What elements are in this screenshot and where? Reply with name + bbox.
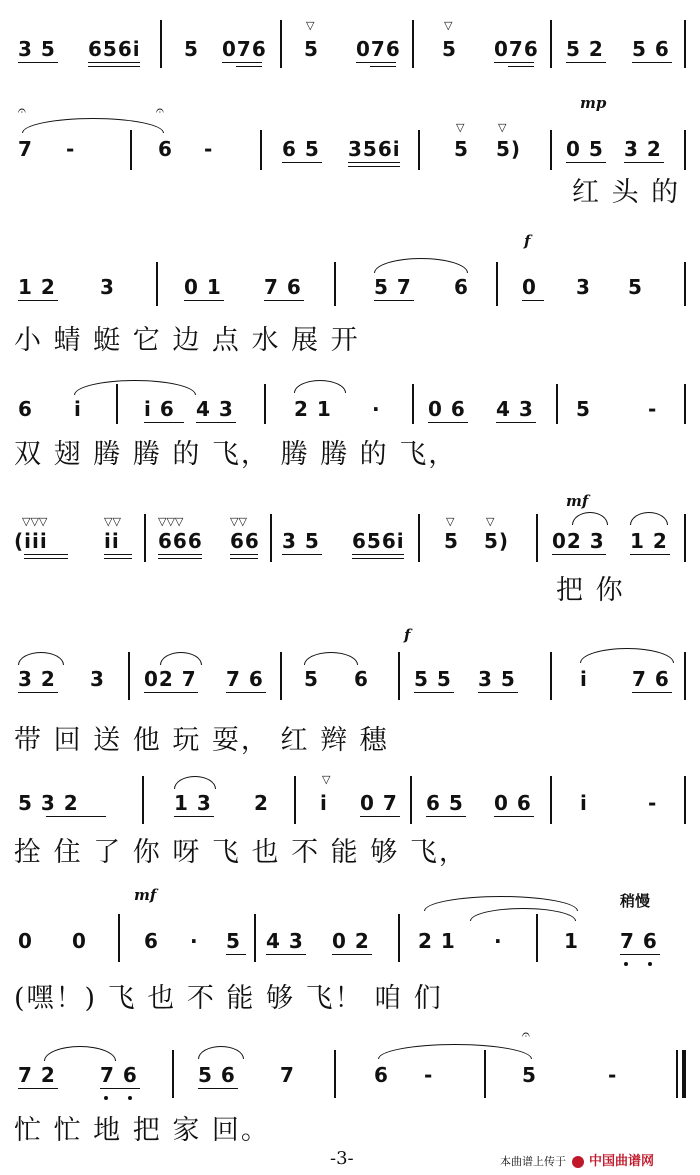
footer-site: 中国曲谱网 bbox=[589, 1154, 655, 1169]
dynamic-marking: mf bbox=[134, 886, 157, 904]
page-number: -3- bbox=[330, 1148, 354, 1169]
lyrics-line: 把 你 bbox=[556, 575, 625, 606]
logo-icon bbox=[572, 1156, 584, 1168]
dynamic-marking: f bbox=[524, 232, 531, 250]
footer-credit bbox=[500, 1150, 654, 1169]
dynamic-marking: mf bbox=[566, 492, 589, 510]
dynamic-marking: mp bbox=[580, 94, 607, 112]
lyrics-line: (嘿！) 飞 也 不 能 够 飞！ 咱 们 bbox=[14, 983, 443, 1014]
footer-prefix: 本曲谱上传于 bbox=[500, 1155, 566, 1168]
lyrics-line: 红 头 的 bbox=[572, 177, 681, 208]
lyrics-line: 拴 住 了 你 呀 飞 也 不 能 够 飞， bbox=[14, 837, 468, 868]
notes-row: 656i bbox=[88, 37, 141, 61]
notes-row: 3 5 bbox=[18, 37, 56, 61]
lyrics-line: 小 蜻 蜓 它 边 点 水 展 开 bbox=[14, 325, 360, 356]
tempo-marking: 稍慢 bbox=[620, 892, 651, 910]
lyrics-line: 带 回 送 他 玩 耍， 红 辫 穗 bbox=[14, 725, 389, 756]
dynamic-marking: f bbox=[404, 626, 411, 644]
lyrics-line: 双 翅 腾 腾 的 飞， 腾 腾 的 飞， bbox=[14, 439, 458, 470]
lyrics-line: 忙 忙 地 把 家 回。 bbox=[14, 1115, 270, 1146]
